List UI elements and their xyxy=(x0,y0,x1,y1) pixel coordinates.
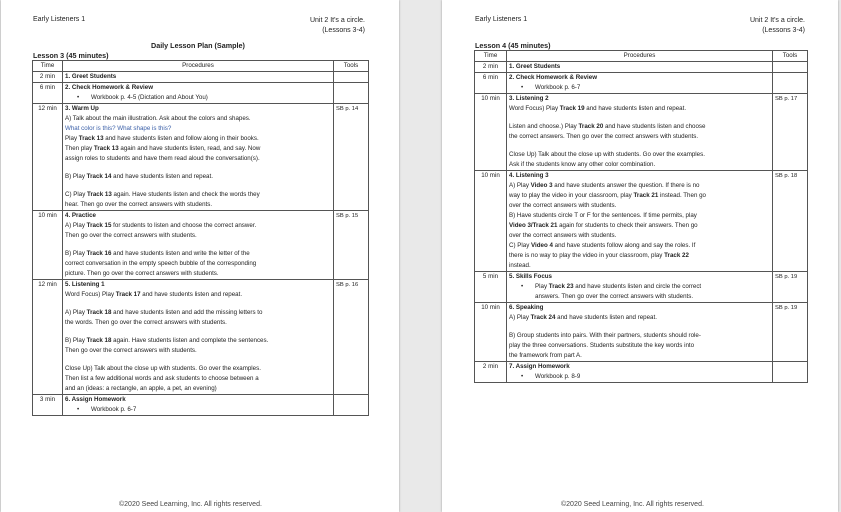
document-page-right xyxy=(442,0,838,512)
instruction-line: B) Play Track 16 and have students listen and write the letter of the xyxy=(65,250,250,257)
lesson-title: Lesson 4 (45 minutes) xyxy=(475,41,551,50)
tools-cell: SB p. 17 xyxy=(773,94,808,171)
instruction-line: Listen and choose.) Play Track 20 and have students listen and choose xyxy=(509,123,706,130)
instruction-line: A) Play Track 18 and have students listen and add the missing letters to xyxy=(65,309,263,316)
instruction-line: Then list a few additional words and ask students to choose between a xyxy=(65,375,259,382)
instruction-line: the framework from part A. xyxy=(509,352,582,359)
step-title: 2. Check Homework & Review xyxy=(509,74,598,81)
step-title: 1. Greet Students xyxy=(65,73,117,80)
instruction-line: A) Talk about the main illustration. Ask about the colors and shapes. xyxy=(65,115,251,122)
table-row xyxy=(475,62,808,73)
instruction-line: Play Track 13 and have students listen and follow along in their books. xyxy=(65,135,259,142)
instruction-line: A) Play Track 24 and have students listen and repeat. xyxy=(509,314,657,321)
spacer xyxy=(65,182,331,190)
instruction-line: B) Play Track 18 again. Have students listen and complete the sentences. xyxy=(65,337,269,344)
table-row xyxy=(475,73,808,94)
spacer xyxy=(509,323,770,331)
spacer xyxy=(509,114,770,122)
tools-cell: SB p. 16 xyxy=(334,280,369,395)
instruction-line: Word Focus) Play Track 17 and have students listen and repeat. xyxy=(65,291,243,298)
table-row xyxy=(33,211,369,280)
instruction-line: Then go over the correct answers with students. xyxy=(65,232,197,239)
spacer xyxy=(65,300,331,308)
unit-title: Unit 2 It's a circle. xyxy=(309,17,365,24)
step-title: 2. Check Homework & Review xyxy=(65,84,154,91)
example-question: What color is this? What shape is this? xyxy=(65,125,172,132)
table-row xyxy=(33,395,369,416)
instruction-line: play the three conversations. Students substitute the key words into xyxy=(509,342,695,349)
time-cell: 12 min xyxy=(33,280,63,395)
tools-cell xyxy=(773,73,808,94)
time-cell: 10 min xyxy=(475,94,507,171)
unit-title: Unit 2 It's a circle. xyxy=(749,17,805,24)
tools-cell: SB p. 19 xyxy=(773,303,808,362)
step-title: 6. Speaking xyxy=(509,304,544,311)
table-row xyxy=(475,362,808,383)
instruction-line: there is no way to play the video in your classroom, play Track 22 xyxy=(509,252,689,259)
bullet-item: • Workbook p. 4-5 (Dictation and About You) xyxy=(65,93,331,103)
procedure-cell xyxy=(507,73,773,94)
procedure-cell xyxy=(507,94,773,171)
tools-cell: SB p. 14 xyxy=(334,104,369,211)
tools-cell xyxy=(334,395,369,416)
bullet-item: • Workbook p. 6-7 xyxy=(65,405,331,415)
tools-cell xyxy=(334,72,369,83)
procedure-cell xyxy=(507,272,773,303)
tools-header: Tools xyxy=(334,61,369,72)
table-row xyxy=(33,104,369,211)
spacer xyxy=(509,142,770,150)
procedure-cell xyxy=(63,83,334,104)
time-header: Time xyxy=(33,61,63,72)
page-header-right xyxy=(310,16,365,36)
procedure-cell xyxy=(63,104,334,211)
instruction-line: answers. Then go over the correct answers with students. xyxy=(535,293,694,300)
instruction-line: C) Play Video 4 and have students follow along and say the roles. If xyxy=(509,242,696,249)
spacer xyxy=(65,328,331,336)
step-title: 4. Practice xyxy=(65,212,96,219)
lessons-range: (Lessons 3-4) xyxy=(762,27,805,34)
time-cell: 6 min xyxy=(33,83,63,104)
instruction-line: way to play the video in your classroom, play Track 21 instead. Then go xyxy=(509,192,706,199)
step-title: 6. Assign Homework xyxy=(65,396,126,403)
instruction-line: hear. Then go over the correct answers with students. xyxy=(65,201,213,208)
tools-cell: SB p. 18 xyxy=(773,171,808,272)
spacer xyxy=(65,356,331,364)
procedure-cell xyxy=(63,280,334,395)
instruction-line: Close Up) Talk about the close up with students. Go over the examples. xyxy=(509,151,705,158)
instruction-line: A) Play Video 3 and have students answer the question. If there is no xyxy=(509,182,700,189)
doc-title: Daily Lesson Plan (Sample) xyxy=(151,41,245,50)
tools-cell xyxy=(773,362,808,383)
bullet-item: • Workbook p. 6-7 xyxy=(509,83,770,93)
tools-header: Tools xyxy=(773,51,808,62)
time-cell: 10 min xyxy=(475,303,507,362)
instruction-line: C) Play Track 13 again. Have students listen and check the words they xyxy=(65,191,260,198)
instruction-line: the words. Then go over the correct answers with students. xyxy=(65,319,227,326)
instruction-line: Then go over the correct answers with students. xyxy=(65,347,197,354)
procedure-cell xyxy=(63,72,334,83)
lesson-title: Lesson 3 (45 minutes) xyxy=(33,51,109,60)
procedure-cell xyxy=(507,62,773,73)
tools-cell xyxy=(773,62,808,73)
instruction-line: the correct answers. Then go over the correct answers with students. xyxy=(509,133,699,140)
instruction-line: assign roles to students and have them read aloud the conversation(s). xyxy=(65,155,260,162)
table-row xyxy=(475,272,808,303)
copyright-footer: ©2020 Seed Learning, Inc. All rights reserved. xyxy=(561,501,704,508)
plan-rows xyxy=(33,72,369,416)
table-row xyxy=(475,94,808,171)
step-title: 7. Assign Homework xyxy=(509,363,570,370)
step-title: 5. Listening 1 xyxy=(65,281,105,288)
time-cell: 2 min xyxy=(475,62,507,73)
instruction-line: correct conversation in the empty speech bubble of the corresponding xyxy=(65,260,257,267)
table-row xyxy=(33,280,369,395)
time-cell: 10 min xyxy=(475,171,507,272)
procedures-header: Procedures xyxy=(63,61,334,72)
time-cell: 10 min xyxy=(33,211,63,280)
bullet-item: • Play Track 23 and have students listen and circle the correct xyxy=(509,282,770,292)
procedure-cell xyxy=(63,211,334,280)
time-cell: 12 min xyxy=(33,104,63,211)
copyright-footer: ©2020 Seed Learning, Inc. All rights reserved. xyxy=(119,501,262,508)
plan-rows xyxy=(475,62,808,383)
table-header-row xyxy=(33,61,369,72)
procedures-header: Procedures xyxy=(507,51,773,62)
instruction-line: A) Play Track 15 for students to listen and choose the correct answer. xyxy=(65,222,257,229)
page-header-left: Early Listeners 1 xyxy=(33,16,86,23)
instruction-line: and an (ideas: a rectangle, an apple, a pet, an evening) xyxy=(65,385,217,392)
instruction-line: over the correct answers with students. xyxy=(509,202,617,209)
instruction-line: Close Up) Talk about the close up with students. Go over the examples. xyxy=(65,365,261,372)
lessons-range: (Lessons 3-4) xyxy=(322,27,365,34)
procedure-cell xyxy=(63,395,334,416)
instruction-line: B) Have students circle T or F for the sentences. If time permits, play xyxy=(509,212,697,219)
instruction-line: Then play Track 13 again and have students listen, read, and say. Now xyxy=(65,145,261,152)
table-row xyxy=(33,72,369,83)
time-cell: 2 min xyxy=(33,72,63,83)
tools-cell: SB p. 15 xyxy=(334,211,369,280)
instruction-line: B) Group students into pairs. With their partners, students should role- xyxy=(509,332,701,339)
document-page-left xyxy=(1,0,399,512)
procedure-cell xyxy=(507,303,773,362)
page-header-right xyxy=(750,16,805,36)
step-title: 3. Listening 2 xyxy=(509,95,549,102)
time-cell: 6 min xyxy=(475,73,507,94)
instruction-line: picture. Then go over the correct answers with students. xyxy=(65,270,219,277)
instruction-line: Video 3/Track 21 again for students to check their answers. Then go xyxy=(509,222,698,229)
step-title: 4. Listening 3 xyxy=(509,172,549,179)
step-title: 1. Greet Students xyxy=(509,63,561,70)
table-header-row xyxy=(475,51,808,62)
time-header: Time xyxy=(475,51,507,62)
table-row xyxy=(475,171,808,272)
bullet-item: • Workbook p. 8-9 xyxy=(509,372,770,382)
step-title: 3. Warm Up xyxy=(65,105,99,112)
time-cell: 5 min xyxy=(475,272,507,303)
instruction-line: instead. xyxy=(509,262,531,269)
procedure-cell xyxy=(507,171,773,272)
instruction-line: Ask if the students know any other color combination. xyxy=(509,161,656,168)
page-header-left: Early Listeners 1 xyxy=(475,16,528,23)
lesson-plan-table xyxy=(32,60,369,416)
instruction-line: Word Focus) Play Track 19 and have students listen and repeat. xyxy=(509,105,687,112)
instruction-line: over the correct answers with students. xyxy=(509,232,617,239)
step-title: 5. Skills Focus xyxy=(509,273,552,280)
time-cell: 3 min xyxy=(33,395,63,416)
tools-cell xyxy=(334,83,369,104)
spacer xyxy=(65,164,331,172)
table-row xyxy=(33,83,369,104)
instruction-line: B) Play Track 14 and have students listen and repeat. xyxy=(65,173,213,180)
time-cell: 2 min xyxy=(475,362,507,383)
table-row xyxy=(475,303,808,362)
lesson-plan-table xyxy=(474,50,808,383)
spacer xyxy=(65,241,331,249)
tools-cell: SB p. 19 xyxy=(773,272,808,303)
procedure-cell xyxy=(507,362,773,383)
